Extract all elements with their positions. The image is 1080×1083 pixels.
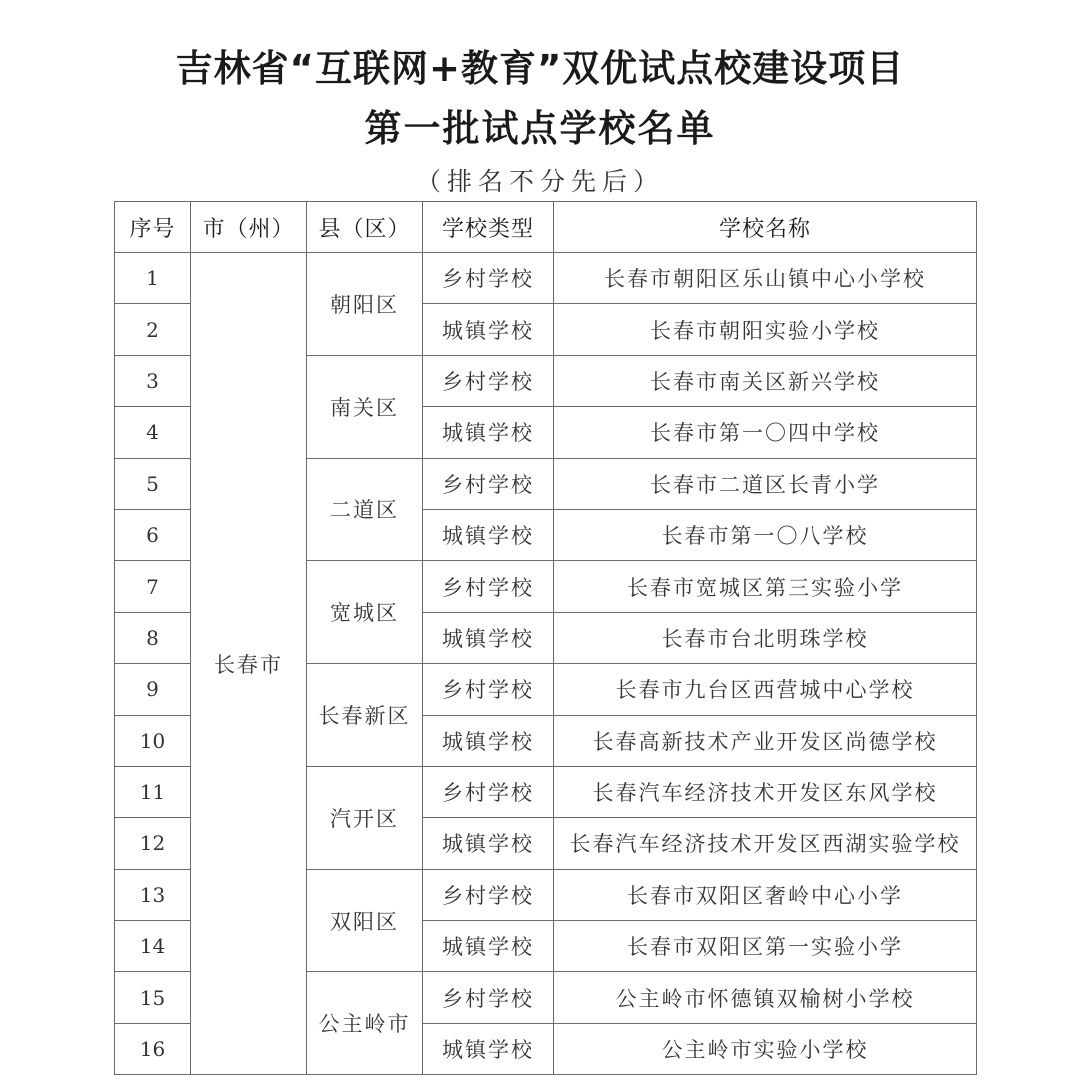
school-name-cell: 长春市第一〇四中学校 [554,407,977,458]
school-name-cell: 公主岭市实验小学校 [554,1023,977,1074]
row-index: 1 [115,253,191,304]
school-type-cell: 乡村学校 [423,253,554,304]
school-name-cell: 长春市九台区西营城中心学校 [554,664,977,715]
school-name-cell: 长春市双阳区第一实验小学 [554,921,977,972]
header-school-type: 学校类型 [423,202,554,253]
row-index: 14 [115,921,191,972]
district-cell: 汽开区 [307,766,423,869]
document-title-line-2: 第一批试点学校名单 [364,107,716,150]
table-body [115,253,977,1075]
school-name-cell: 长春汽车经济技术开发区东风学校 [554,766,977,817]
document-subtitle: （排名不分先后） [415,167,664,196]
school-type-cell: 乡村学校 [423,972,554,1023]
row-index: 7 [115,561,191,612]
district-cell: 朝阳区 [307,253,423,356]
row-index: 10 [115,715,191,766]
document-title-line-1: 吉林省“互联网+教育”双优试点校建设项目 [175,47,905,90]
row-index: 6 [115,509,191,560]
school-name-cell: 长春市宽城区第三实验小学 [554,561,977,612]
row-index: 5 [115,458,191,509]
row-index: 16 [115,1023,191,1074]
school-type-cell: 乡村学校 [423,355,554,406]
school-name-cell: 长春市二道区长青小学 [554,458,977,509]
school-name-cell: 长春市台北明珠学校 [554,612,977,663]
header-city: 市（州） [191,202,307,253]
row-index: 12 [115,818,191,869]
row-index: 4 [115,407,191,458]
row-index: 11 [115,766,191,817]
school-name-cell: 长春市南关区新兴学校 [554,355,977,406]
school-type-cell: 城镇学校 [423,407,554,458]
header-school-name: 学校名称 [554,202,977,253]
school-type-cell: 城镇学校 [423,818,554,869]
district-cell: 宽城区 [307,561,423,664]
school-type-cell: 乡村学校 [423,561,554,612]
city-cell: 长春市 [191,253,307,1075]
table-row [115,253,977,304]
row-index: 3 [115,355,191,406]
school-type-cell: 城镇学校 [423,921,554,972]
row-index: 15 [115,972,191,1023]
header-index: 序号 [115,202,191,253]
district-cell: 二道区 [307,458,423,561]
school-type-cell: 乡村学校 [423,664,554,715]
school-type-cell: 城镇学校 [423,715,554,766]
table-header-row [115,202,977,253]
school-name-cell: 长春市朝阳实验小学校 [554,304,977,355]
school-name-cell: 长春汽车经济技术开发区西湖实验学校 [554,818,977,869]
school-type-cell: 城镇学校 [423,612,554,663]
school-type-cell: 城镇学校 [423,1023,554,1074]
school-type-cell: 乡村学校 [423,766,554,817]
school-list-table [114,201,977,1075]
row-index: 2 [115,304,191,355]
school-name-cell: 公主岭市怀德镇双榆树小学校 [554,972,977,1023]
district-cell: 公主岭市 [307,972,423,1075]
school-type-cell: 城镇学校 [423,509,554,560]
row-index: 13 [115,869,191,920]
school-type-cell: 乡村学校 [423,458,554,509]
school-name-cell: 长春市第一〇八学校 [554,509,977,560]
district-cell: 双阳区 [307,869,423,972]
district-cell: 南关区 [307,355,423,458]
district-cell: 长春新区 [307,664,423,767]
header-county: 县（区） [307,202,423,253]
school-name-cell: 长春市双阳区奢岭中心小学 [554,869,977,920]
school-name-cell: 长春市朝阳区乐山镇中心小学校 [554,253,977,304]
school-type-cell: 乡村学校 [423,869,554,920]
school-type-cell: 城镇学校 [423,304,554,355]
school-name-cell: 长春高新技术产业开发区尚德学校 [554,715,977,766]
row-index: 9 [115,664,191,715]
row-index: 8 [115,612,191,663]
